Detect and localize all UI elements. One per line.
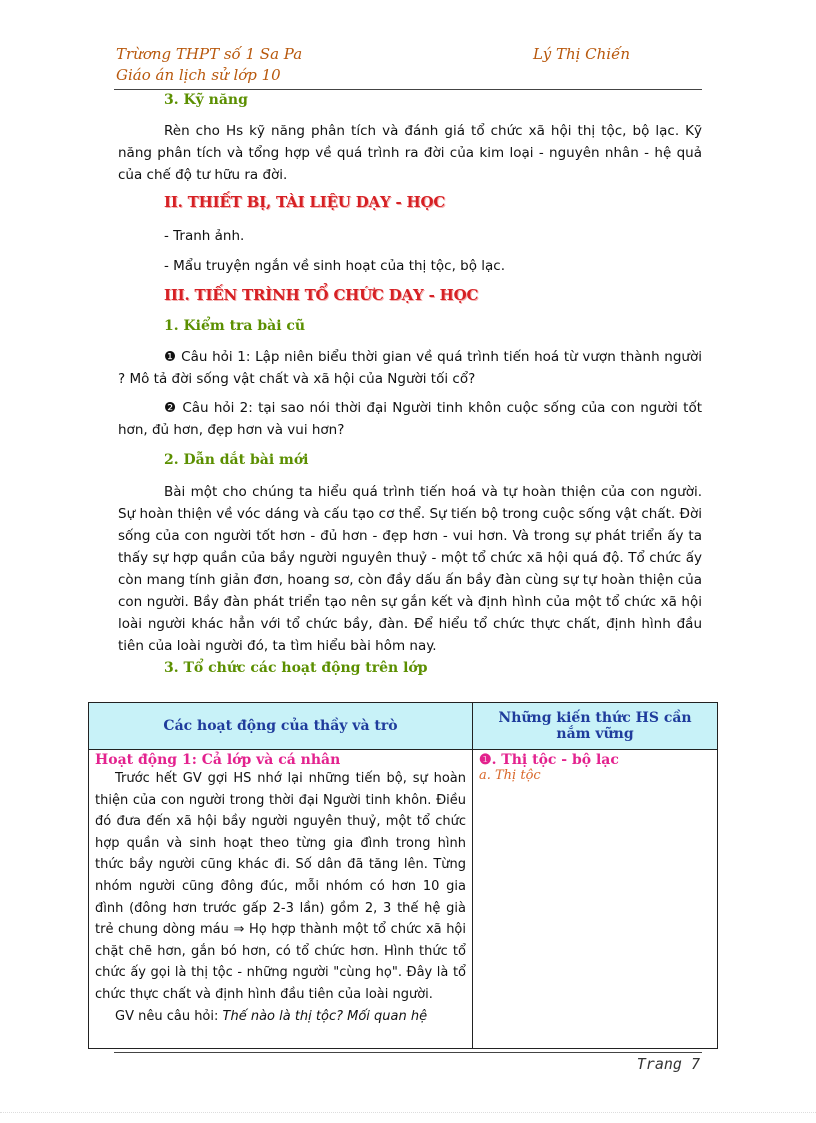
col-knowledge-header: Những kiến thức HS cần nắm vững <box>473 703 718 750</box>
footer-divider <box>114 1052 702 1053</box>
activity-question <box>95 1006 466 1028</box>
activities-heading: 3. Tổ chức các hoạt động trên lớp <box>164 660 428 676</box>
table-header-row <box>89 703 718 750</box>
header-subtitle: Giáo án lịch sử lớp 10 <box>116 66 281 84</box>
question-prefix: GV nêu câu hỏi: <box>115 1008 223 1024</box>
question-1 <box>118 346 702 390</box>
intro-heading: 2. Dẫn dắt bài mới <box>164 452 309 468</box>
equipment-heading: II. THIẾT BỊ, TÀI LIỆU DẠY - HỌC <box>164 193 446 211</box>
review-heading: 1. Kiểm tra bài cũ <box>164 318 306 334</box>
number-1-icon: ❶ <box>164 349 177 365</box>
table-row <box>89 750 718 1049</box>
knowledge-heading <box>479 752 711 768</box>
question-2-text: Câu hỏi 2: tại sao nói thời đại Người tinh khôn cuộc sống của con người tốt hơn, đủ hơn, đẹp hơn và vui hơn? <box>118 400 702 438</box>
question-text: Thế nào là thị tộc? Mối quan hệ <box>222 1008 428 1024</box>
col-activities-header: Các hoạt động của thầy và trò <box>89 703 473 750</box>
number-1-icon: ❶ <box>479 752 492 768</box>
question-1-text: Câu hỏi 1: Lập niên biểu thời gian về quá trình tiến hoá từ vượn thành người ? Mô tả đời sống vật chất và xã hội của Người tối cổ? <box>118 349 703 387</box>
equipment-item-1: - Tranh ảnh. <box>164 228 245 244</box>
knowledge-cell <box>473 750 718 1049</box>
header-author: Lý Thị Chiến <box>533 45 630 63</box>
page-bottom-dotted-line <box>0 1112 816 1113</box>
page-number: Trang 7 <box>636 1055 700 1073</box>
header-divider <box>114 89 702 90</box>
intro-paragraph: Bài một cho chúng ta hiểu quá trình tiến hoá và tự hoàn thiện của con người. Sự hoàn thiện về vóc dáng và cấu tạo cơ thể. Sự tiến bộ trong cuộc sống vật chất. Đời sống của con người tốt hơn - đủ hơn - đẹp hơn - vui hơn. Và trong sự phát triển ấy ta thấy sự hợp quần của bầy người nguyên thuỷ - một tổ chức xã hội quá độ. Tổ chức ấy còn mang tính giản đơn, hoang sơ, còn đầy dấu ấn bầy đàn cùng sự tự hoàn thiện của con người. Bầy đàn phát triển tạo nên sự gắn kết và định hình của một tổ chức xã hội loài người khác hẳn với tổ chức bầy, đàn. Để hiểu tổ chức thực chất, định hình đầu tiên của loài người đó, ta tìm hiểu bài hôm nay. <box>118 484 702 654</box>
knowledge-title: . Thị tộc - bộ lạc <box>491 752 619 768</box>
header-school: Trừơng THPT số 1 Sa Pa <box>116 45 303 63</box>
skills-heading: 3. Kỹ năng <box>164 92 248 108</box>
process-heading: III. TIẾN TRÌNH TỔ CHỨC DẠY - HỌC <box>164 286 479 304</box>
activity-text: Trước hết GV gợi HS nhớ lại những tiến bộ, sự hoàn thiện của con người trong thời đại Người tinh khôn. Điều đó đưa đến xã hội bầy người nguyên thuỷ, một tổ chức hợp quần và sinh hoạt theo từng gia đình trong hình thức bầy người cũng khác đi. Số dân đã tăng lên. Từng nhóm người cũng đông đúc, mỗi nhóm có hơn 10 gia đình (đông hơn trước gấp 2-3 lần) gồm 2, 3 thế hệ già trẻ chung dòng máu ⇒ Họ hợp thành một tổ chức xã hội chặt chẽ hơn, gắn bó hơn, có tổ chức hơn. Hình thức tổ chức ấy gọi là thị tộc - những người "cùng họ". Đây là tổ chức thực chất và định hình đầu tiên của loài người. <box>95 771 466 1002</box>
equipment-item-2: - Mẩu truyện ngắn về sinh hoạt của thị tộc, bộ lạc. <box>164 258 506 274</box>
activity-title: Hoạt động 1: Cả lớp và cá nhân <box>95 752 341 768</box>
number-2-icon: ❷ <box>164 400 178 416</box>
skills-paragraph: Rèn cho Hs kỹ năng phân tích và đánh giá tổ chức xã hội thị tộc, bộ lạc. Kỹ năng phân tích và tổng hợp về quá trình ra đời của kim loại - nguyên nhân - hệ quả của chế độ tư hữu ra đời. <box>118 123 702 183</box>
lesson-table <box>88 702 718 1049</box>
knowledge-subheading: a. Thị tộc <box>479 768 541 783</box>
activity-cell <box>89 750 473 1049</box>
question-2 <box>118 397 702 441</box>
